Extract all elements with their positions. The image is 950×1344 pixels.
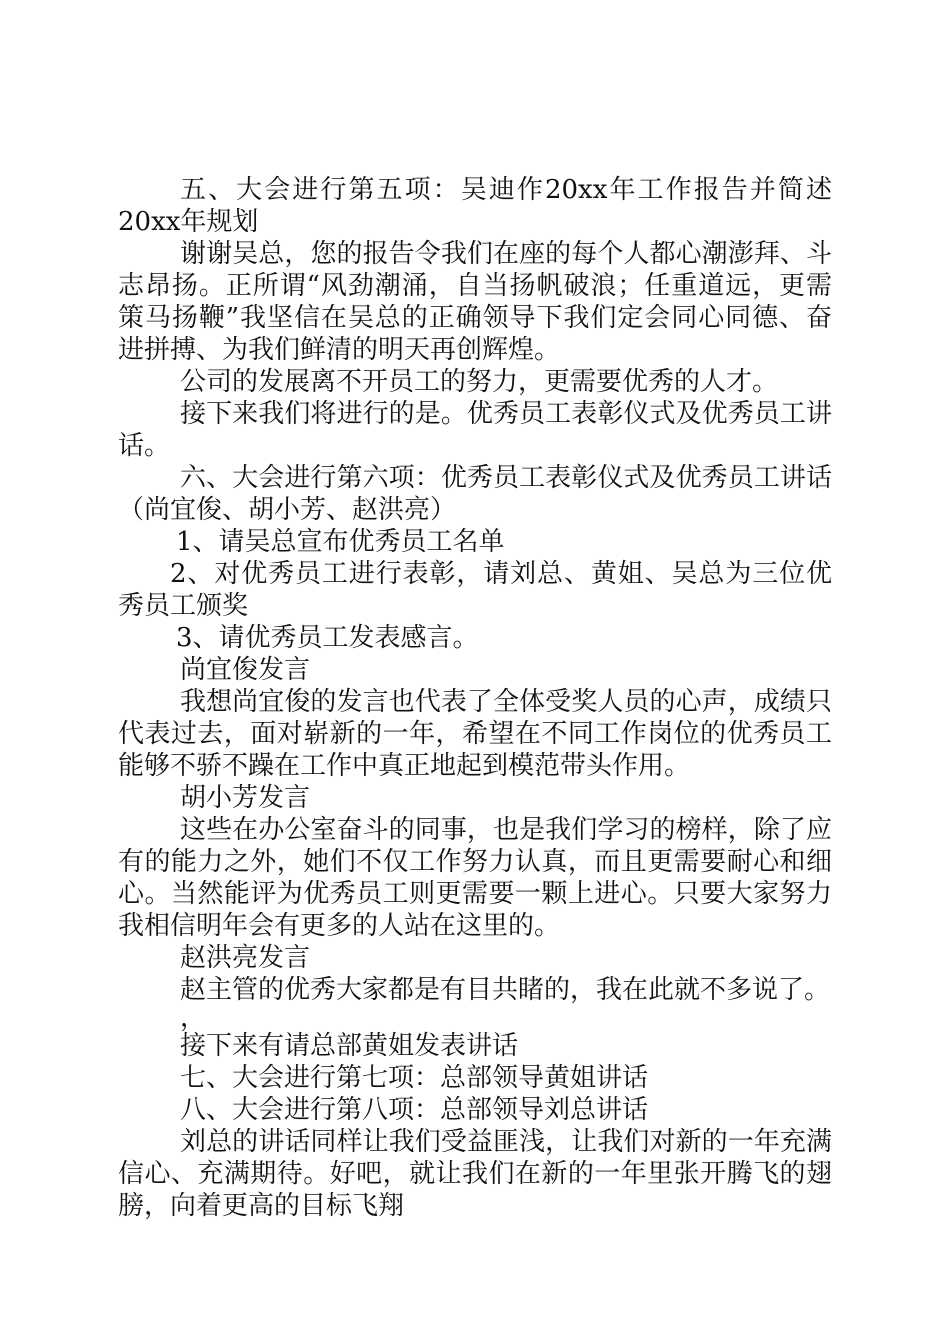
speaker-label-2: 胡小芳发言	[180, 783, 311, 813]
paragraph-speech-2: 这些在办公室奋斗的同事，也是我们学习的榜样，除了应有的能力之外，她们不仅工作努力认真，而且更需要耐心和细心。当然能评为优秀员工则更需要一颗上进心。只要大家努力我相信明年会有更多的人站在这里的。	[118, 815, 832, 941]
paragraph-closing: 刘总的讲话同样让我们受益匪浅，让我们对新的一年充满信心、充满期待。好吧，就让我们在新的一年里张开腾飞的翅膀，向着更高的目标飞翔	[118, 1127, 832, 1221]
paragraph-thanks-report: 谢谢吴总，您的报告令我们在座的每个人都心潮澎拜、斗志昂扬。正所谓“风劲潮涌，自当扬帆破浪；任重道远，更需策马扬鞭”我坚信在吴总的正确领导下我们定会同心同德、奋进拼搏、为我们鲜清的明天再创辉煌。	[118, 239, 832, 365]
agenda-item-6: 六、大会进行第六项：优秀员工表彰仪式及优秀员工讲话（尚宜俊、胡小芳、赵洪亮）	[118, 463, 832, 525]
agenda-item-7: 七、大会进行第七项：总部领导黄姐讲话	[180, 1063, 649, 1093]
paragraph-next-award: 接下来我们将进行的是。优秀员工表彰仪式及优秀员工讲话。	[118, 399, 832, 461]
step-2: 2、对优秀员工进行表彰，请刘总、黄姐、吴总为三位优秀员工颁奖	[118, 559, 832, 621]
step-3: 3、请优秀员工发表感言。	[176, 623, 479, 653]
document-body	[118, 174, 832, 1222]
speaker-label-3: 赵洪亮发言	[180, 943, 311, 973]
speaker-label-1: 尚宜俊发言	[180, 655, 311, 685]
paragraph-next-huang: 接下来有请总部黄姐发表讲话	[180, 1031, 519, 1061]
paragraph-company-development: 公司的发展离不开员工的努力，更需要优秀的人才。	[180, 367, 779, 397]
paragraph-speech-1: 我想尚宜俊的发言也代表了全体受奖人员的心声，成绩只代表过去，面对崭新的一年，希望在不同工作岗位的优秀员工能够不骄不躁在工作中真正地起到模范带头作用。	[118, 687, 832, 781]
agenda-item-5: 五、大会进行第五项：吴迪作20xx年工作报告并简述20xx年规划	[118, 175, 832, 237]
step-1: 1、请吴总宣布优秀员工名单	[176, 527, 505, 557]
agenda-item-8: 八、大会进行第八项：总部领导刘总讲话	[180, 1095, 649, 1125]
stray-comma: ，	[180, 1003, 207, 1033]
paragraph-speech-3: 赵主管的优秀大家都是有目共睹的，我在此就不多说了。	[180, 975, 831, 1005]
